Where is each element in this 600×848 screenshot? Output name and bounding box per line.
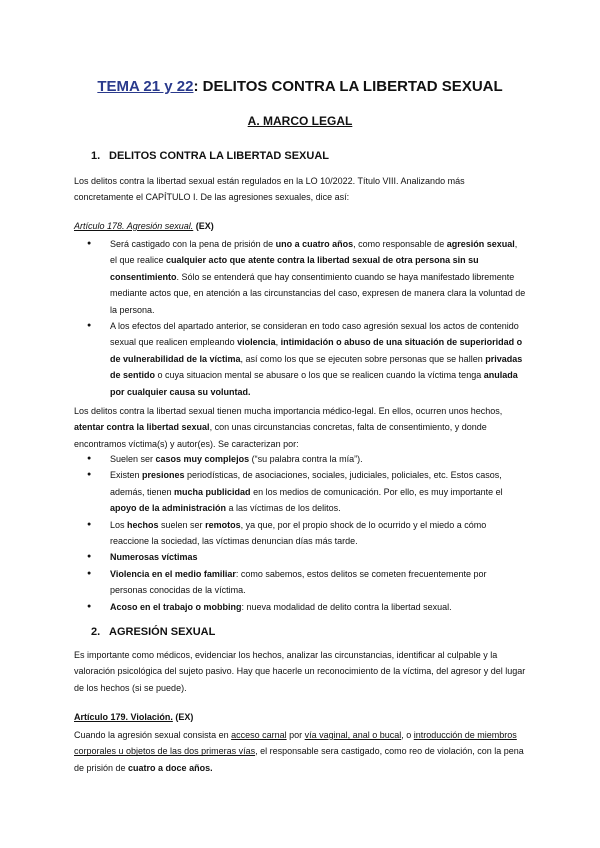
article-178-list [74, 236, 526, 400]
characteristics-paragraph [74, 403, 526, 452]
text-run: Será castigado con la pena de prisión de [110, 239, 276, 249]
text-run: en los medios de comunicación. Por ello, es muy importante el [250, 486, 503, 497]
intro-paragraph: Los delitos contra la libertad sexual están regulados en la LO 10/2022. Título VIII. Analizando más concretamente el CAPÍTULO I. De las agresiones sexuales, dice así: [74, 176, 465, 203]
text-run: uno a cuatro años [275, 239, 354, 249]
list-item [74, 451, 526, 467]
text-run: Acoso en el trabajo o mobbing [110, 601, 242, 612]
text-run: , así como los que se ejecuten sobre personas que se hallen [240, 353, 486, 364]
text-run: periodísticas, de asociaciones, sociales, judiciales, policiales, etc. Estos casos, además, tienen [110, 470, 502, 497]
title-link[interactable]: TEMA 21 y 22 [97, 78, 194, 95]
text-run: hechos [127, 519, 159, 530]
list-item [74, 318, 526, 400]
text-run: por [286, 730, 305, 740]
characteristics-list [74, 451, 526, 615]
text-run: Suelen ser [110, 454, 156, 464]
list-item [74, 566, 526, 599]
text-run: atentar contra la libertad sexual [74, 422, 210, 433]
list-item [74, 549, 526, 565]
text-run: agresión sexual [446, 239, 515, 249]
text-run: : nueva modalidad de delito contra la libertad sexual. [241, 601, 452, 612]
text-run: cualquier acto que atente contra la libertad sexual de otra persona sin su consentimiento [110, 255, 479, 282]
text-run: , ya que, por el propio shock de lo ocurrido y el miedo a cómo reaccione la sociedad, las víctimas denuncian días más tarde. [110, 519, 487, 547]
text-run: apoyo de la administración [110, 503, 227, 514]
list-item [74, 236, 526, 318]
text-run: suelen ser [158, 519, 206, 530]
text-run: acceso carnal [231, 730, 287, 740]
list-item [74, 467, 526, 516]
text-run: casos muy complejos [155, 454, 250, 464]
text-run: : como sabemos, estos delitos se cometen frecuentemente por personas conocidas de la víctima. [110, 568, 487, 596]
text-run: presiones [142, 470, 185, 481]
text-run: Numerosas víctimas [110, 552, 198, 563]
article-179-paragraph [74, 727, 526, 776]
list-item [74, 599, 526, 615]
text-run: o cuya situacion mental se abusare o los que se realicen cuando la víctima tenga [155, 370, 484, 381]
section-heading-marco-legal: A. MARCO LEGAL [247, 114, 353, 128]
text-run: intimidación o abuso de una situación de superioridad o de vulnerabilidad de la víctima [110, 337, 523, 364]
text-run: (“su palabra contra la mía”). [249, 454, 363, 464]
title-text: : DELITOS CONTRA LA LIBERTAD SEXUAL [193, 78, 503, 95]
article-179-heading: Artículo 179. Violación. (EX) [74, 712, 194, 722]
list-item [74, 517, 526, 550]
text-run: cuatro a doce años. [128, 762, 213, 773]
text-run: , con unas circunstancias concretas, falta de consentimiento, y donde encontramos víctima(s) y autor(es). Se caracterizan por: [74, 422, 487, 449]
text-run: Los [110, 519, 128, 530]
medical-paragraph: Es importante como médicos, evidenciar los hechos, analizar las circunstancias, identificar al culpable y la valoración psicológica del sujeto pasivo. Hay que hacerle un reconocimiento de la víctima, del agresor y del lugar de los hechos (si se puede). [74, 650, 526, 693]
text-run: Violencia en el medio familiar [110, 568, 236, 579]
text-run: . Sólo se entenderá que hay consentimiento cuando se haya manifestado libremente mediante actos que, en atención a las circunstancias del caso, expresen de manera clara la voluntad de la persona. [110, 271, 526, 315]
text-run: , [275, 337, 281, 348]
text-run: introducción de miembros corporales u objetos de las dos primeras vías [74, 730, 517, 757]
text-run: , o [401, 730, 414, 740]
text-run: remotos [205, 519, 241, 530]
text-run: , como responsable de [353, 239, 447, 249]
heading-agresion-sexual: 2. AGRESIÓN SEXUAL [91, 626, 216, 638]
heading-delitos-libertad-sexual: 1. DELITOS CONTRA LA LIBERTAD SEXUAL [91, 150, 329, 162]
article-178-heading: Artículo 178. Agresión sexual. (EX) [74, 221, 214, 231]
text-run: vía vaginal, anal o bucal [304, 730, 402, 740]
text-run: anulada por cualquier causa su voluntad. [110, 370, 518, 397]
text-run: Los delitos contra la libertad sexual tienen mucha importancia médico-legal. En ellos, ocurren unos hechos, [74, 406, 503, 416]
text-run: privadas de sentido [110, 353, 523, 381]
text-run: Existen [110, 470, 143, 481]
document-title [0, 78, 600, 95]
text-run: mucha publicidad [174, 486, 251, 497]
text-run: , el responsable sera castigado, como reo de violación, con la pena de prisión de [74, 746, 524, 773]
text-run: A los efectos del apartado anterior, se consideran en todo caso agresión sexual los actos de contenido sexual que realicen empleando [110, 321, 519, 348]
text-run: , el que realice [110, 239, 518, 266]
text-run: Cuando la agresión sexual consista en [74, 730, 232, 740]
text-run: a las víctimas de los delitos. [226, 503, 341, 514]
text-run: violencia [237, 337, 276, 348]
